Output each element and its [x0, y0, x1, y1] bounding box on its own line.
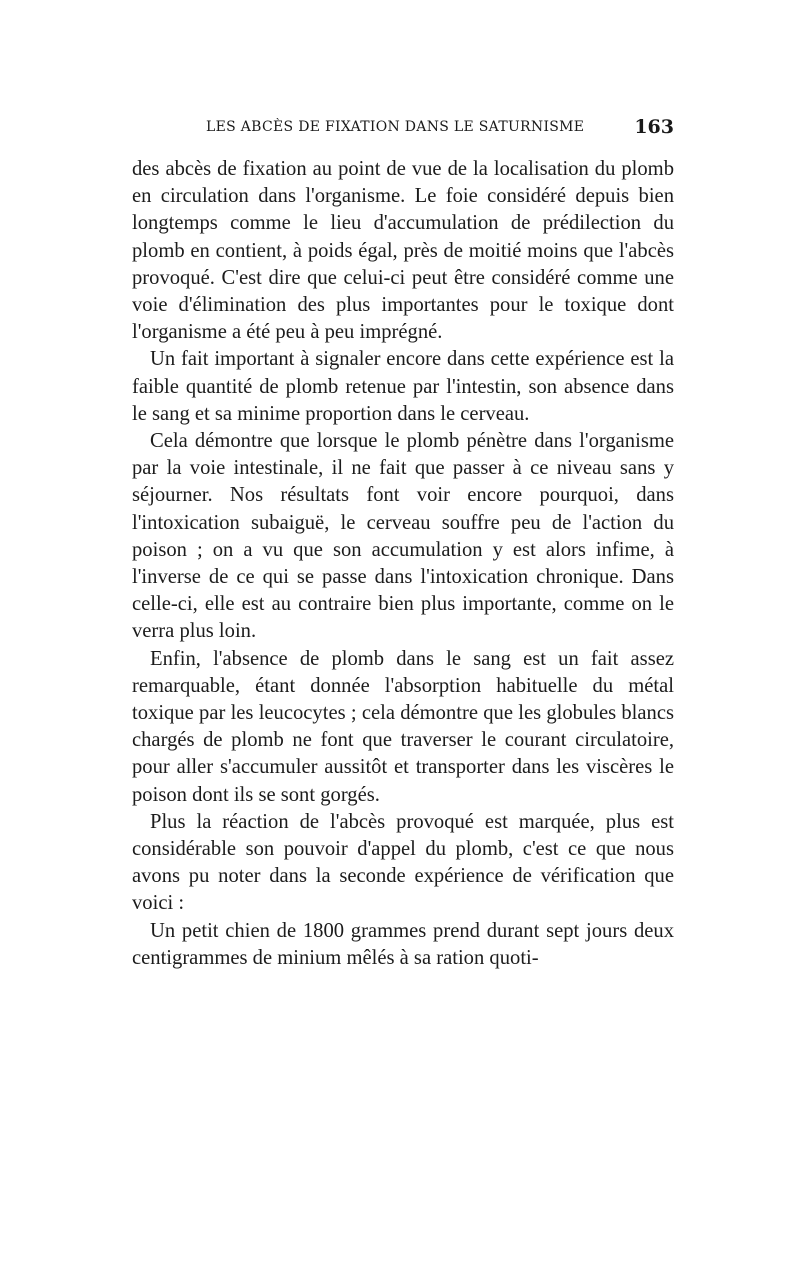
running-title: LES ABCÈS DE FIXATION DANS LE SATURNISME: [206, 119, 585, 135]
paragraph-1: des abcès de fixation au point de vue de la localisation du plomb en circulation dans l'organisme. Le foie considéré depuis bien longtemps comme le lieu d'accumulation de prédilection du plomb en contient, à poids égal, près de moitié moins que l'abcès provoqué. C'est dire que celui-ci peut être considéré comme une voie d'élimination des plus importantes pour le toxique dont l'organisme a été peu à peu imprégné.: [132, 158, 674, 344]
paragraph-3: Cela démontre que lorsque le plomb pénètre dans l'organisme par la voie intestinale, il ne fait que passer à ce niveau sans y séjourner. Nos résultats font voir encore pourquoi, dans l'intoxication subaiguë, le cerveau souffre peu de l'action du poison ; on a vu que son accumulation y est alors infime, à l'inverse de ce qui se passe dans l'intoxication chronique. Dans celle-ci, elle est au contraire bien plus importante, comme on le verra plus loin.: [132, 430, 674, 643]
page-header: [132, 116, 674, 142]
page-number: 163: [634, 116, 674, 138]
paragraph-4: Enfin, l'absence de plomb dans le sang est un fait assez remarquable, étant donnée l'absorption habituelle du métal toxique par les leucocytes ; cela démontre que les globules blancs chargés de plomb ne font que traverser le courant circulatoire, pour aller s'accumuler aussitôt et transporter dans les viscères le poison dont ils se sont gorgés.: [132, 647, 674, 806]
paragraph-6: Un petit chien de 1800 grammes prend durant sept jours deux centigrammes de minium mêlés à sa ration quoti-: [132, 919, 674, 969]
paragraph-5: Plus la réaction de l'abcès provoqué est marquée, plus est considérable son pouvoir d'appel du plomb, c'est ce que nous avons pu noter dans la seconde expérience de vérification que voici :: [132, 810, 674, 915]
body-text: [132, 156, 674, 972]
paragraph-2: Un fait important à signaler encore dans cette expérience est la faible quantité de plomb retenue par l'intestin, son absence dans le sang et sa minime proportion dans le cerveau.: [132, 348, 674, 425]
